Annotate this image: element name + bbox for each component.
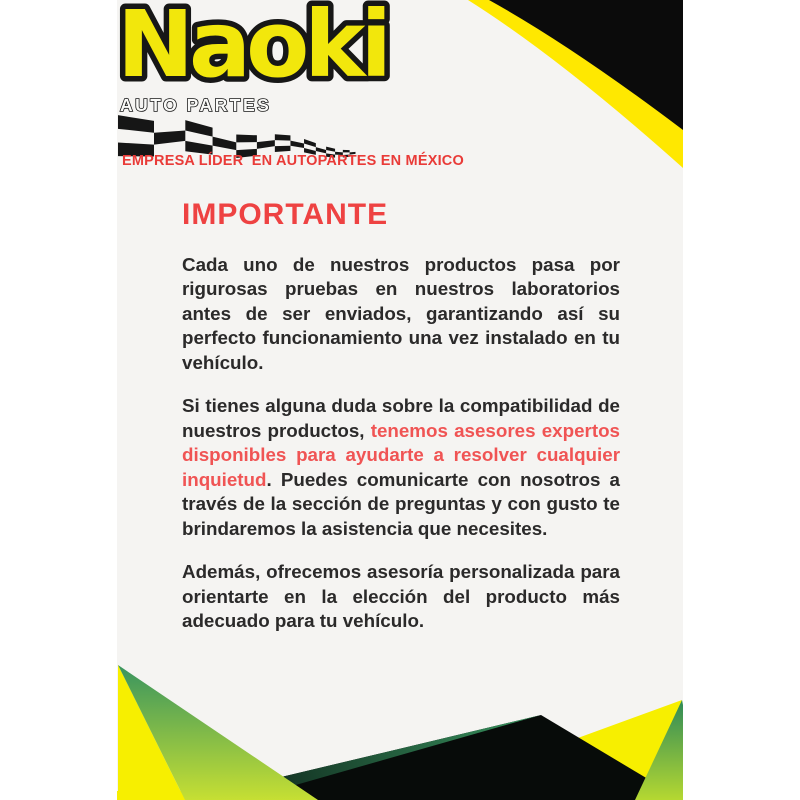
paragraph-support	[182, 394, 620, 541]
bottom-decoration	[117, 655, 683, 800]
mountain-green-slope	[185, 715, 541, 800]
flag-check	[236, 135, 257, 143]
bottom-left-yellow-triangle	[118, 665, 185, 800]
page-title: IMPORTANTE	[182, 198, 389, 231]
flag-check	[213, 137, 237, 151]
corner-black-shape	[489, 0, 683, 130]
paragraph-support-highlight: tenemos asesores expertos disponibles para ayudarte a resolver cualquier inquietud	[182, 419, 620, 490]
flag-check	[257, 140, 275, 149]
black-mountain	[185, 715, 683, 800]
bottom-left-green-triangle	[118, 665, 318, 800]
paragraph-support-text-2: . Puedes comunicarte con nosotros a través de la sección de preguntas y con gusto te brindaremos la asistencia que necesites.	[182, 468, 620, 539]
naoki-logo-text: Naoki	[117, 0, 388, 98]
company-tagline: EMPRESA LÍDER EN AUTOPARTES EN MÉXICO	[122, 153, 464, 169]
bottom-right-yellow-triangle	[545, 700, 682, 800]
flyer-content-panel	[117, 0, 683, 800]
flag-check	[304, 139, 316, 147]
paragraph-advice	[182, 560, 620, 634]
naoki-logo	[109, 0, 419, 100]
flag-check	[118, 115, 154, 133]
flag-check	[290, 141, 304, 148]
flag-check	[275, 134, 291, 140]
body-copy	[182, 253, 620, 653]
corner-yellow-stripe	[468, 0, 683, 168]
flag-check	[154, 131, 185, 145]
paragraph-advice-text: Además, ofrecemos asesoría personalizada para orientarte en la elección del producto más adecuado para tu vehículo.	[182, 561, 620, 631]
bottom-right-green-triangle	[635, 700, 683, 800]
paragraph-support-text-1: Si tienes alguna duda sobre la compatibilidad de nuestros productos,	[182, 395, 620, 441]
paragraph-quality	[182, 253, 620, 376]
auto-partes-text: AUTO PARTES	[120, 95, 272, 115]
flag-check	[185, 120, 212, 136]
bottom-yellow-strip	[117, 791, 683, 800]
paragraph-quality-text: Cada uno de nuestros productos pasa por rigurosas pruebas en nuestros laboratorios antes de ser enviados, garantizando así su perfecto funcionamiento una vez instalado en tu vehículo.	[182, 253, 620, 373]
